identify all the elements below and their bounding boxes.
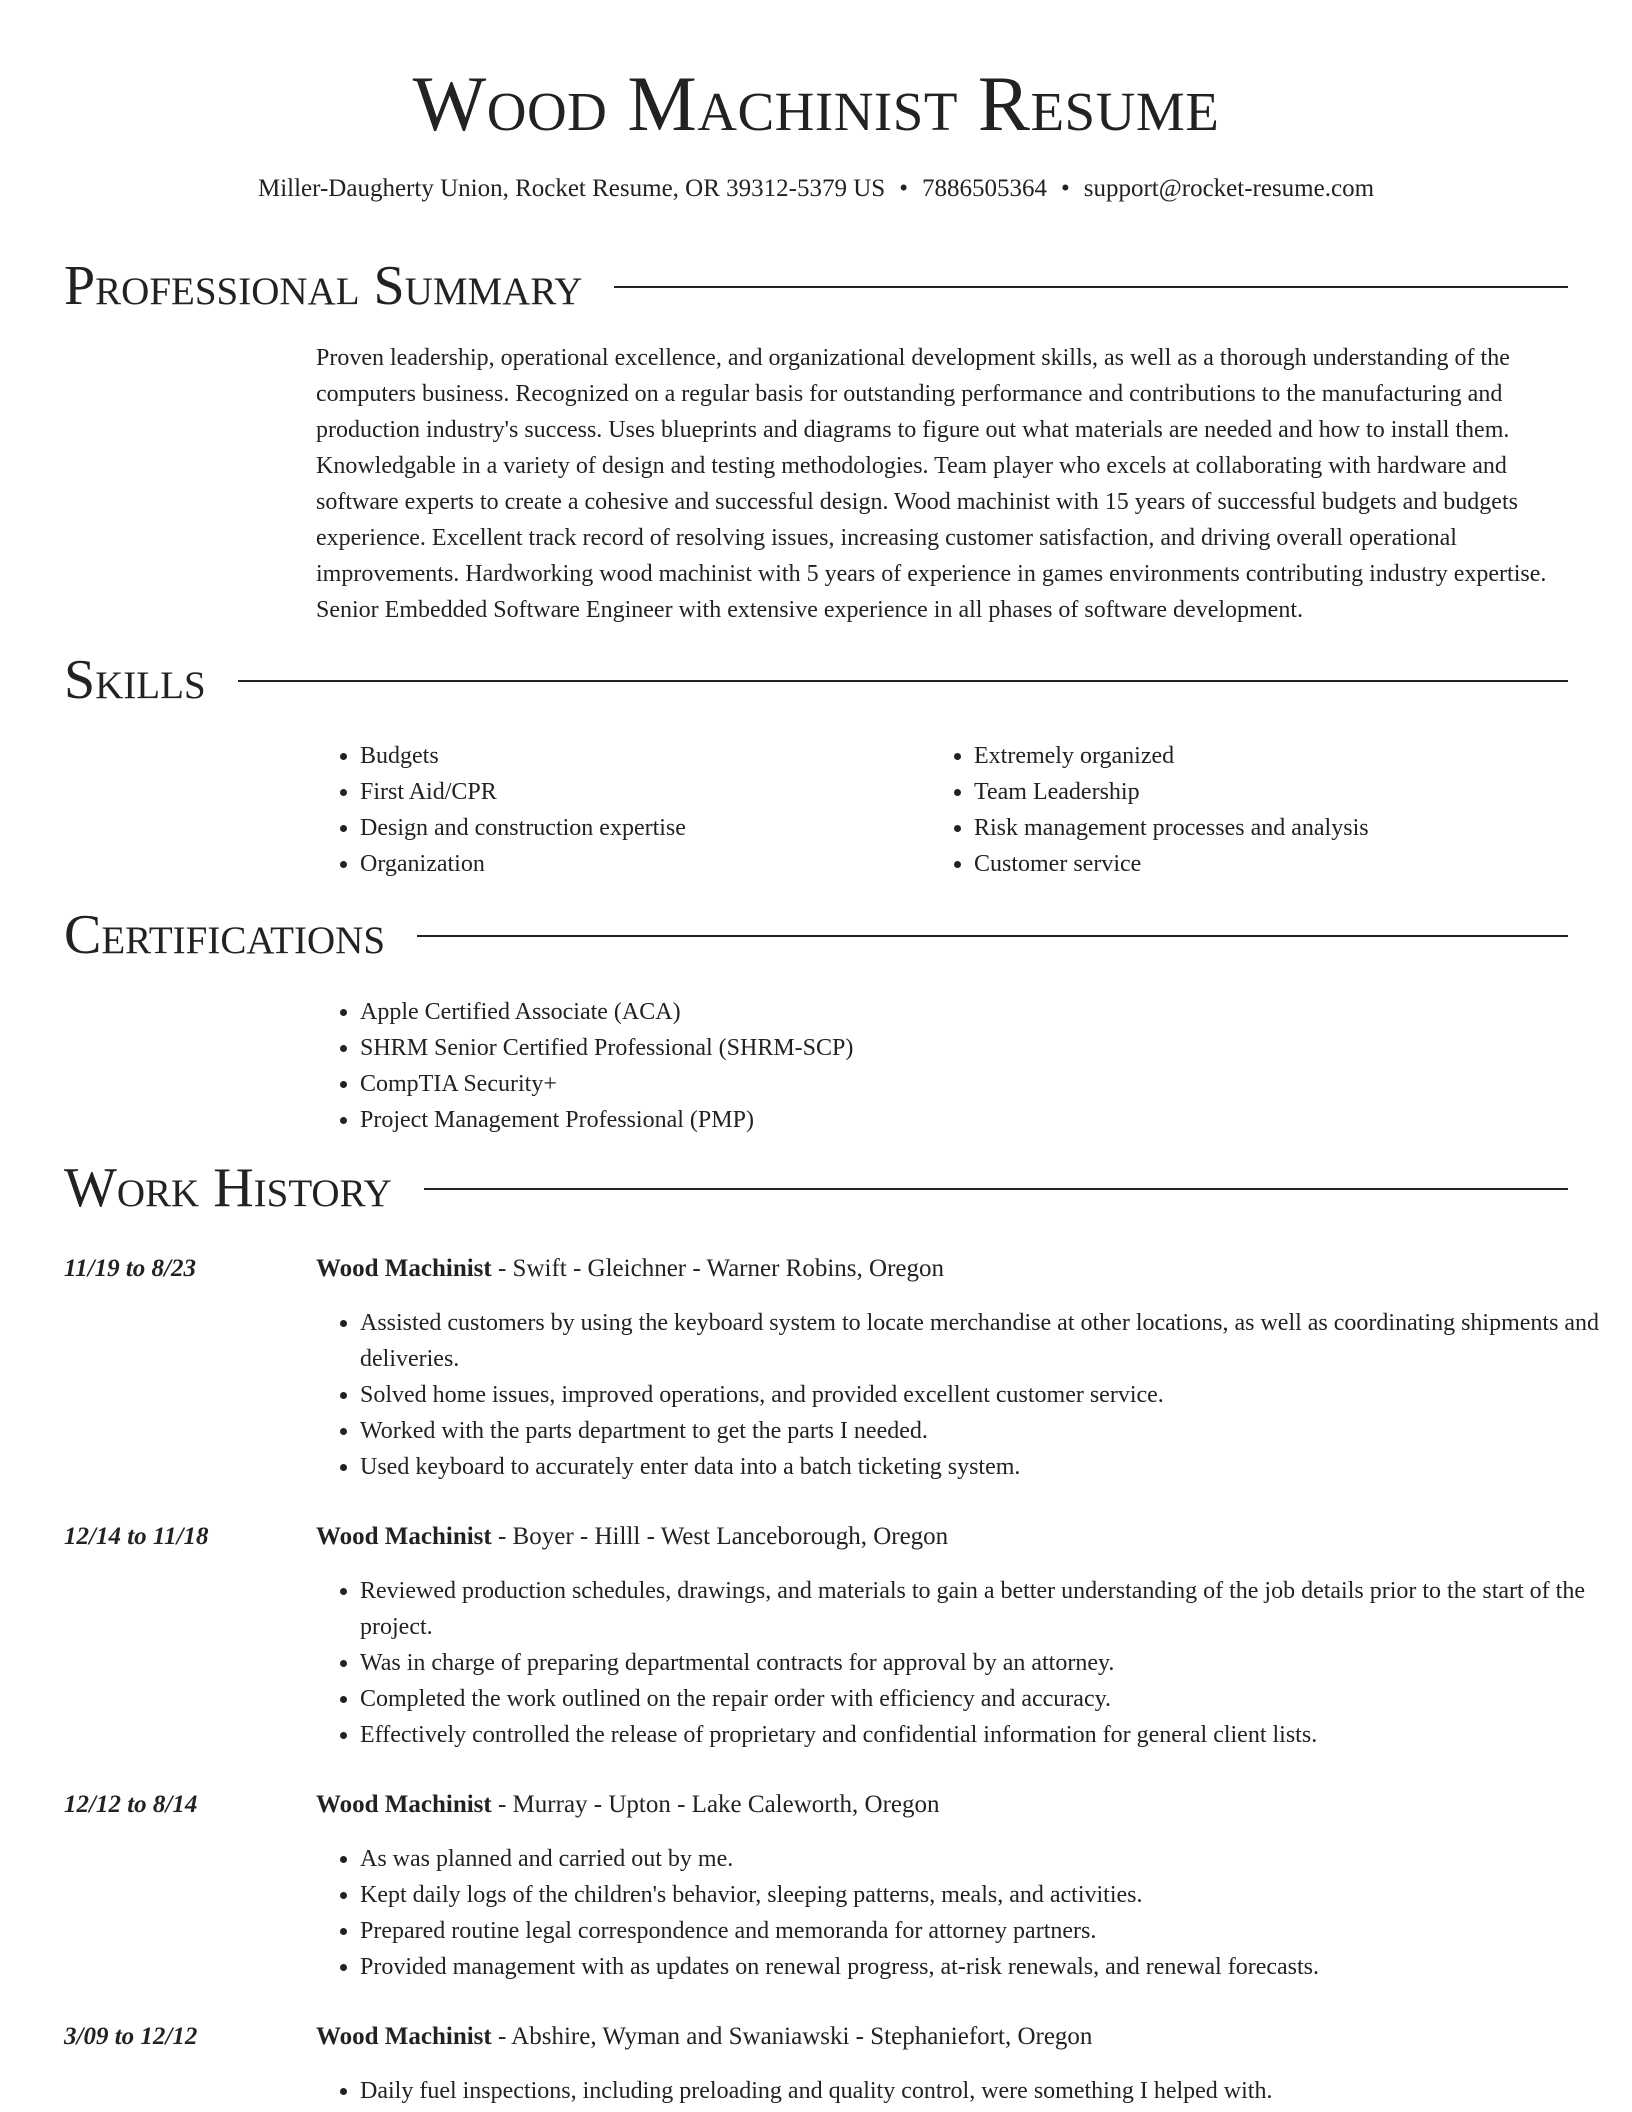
job-title: Wood Machinist (316, 1523, 492, 1550)
skill-item: • Extremely organized (974, 738, 1570, 774)
certification-item: • SHRM Senior Certified Professional (SHRM-SCP) (360, 1030, 1576, 1066)
job-duty: • Was in charge of preparing departmental contracts for approval by an attorney. (360, 1645, 1620, 1681)
job-duty: • Completed the work outlined on the repair order with efficiency and accuracy. (360, 1681, 1620, 1717)
job-duty: • Kept daily logs of the children's behavior, sleeping patterns, meals, and activities. (360, 1877, 1620, 1913)
skill-item: • Risk management processes and analysis (974, 810, 1570, 846)
contact-phone: 7886505364 (921, 175, 1047, 202)
job-dates: 12/14 to 11/18 (64, 1523, 209, 1550)
skill-item: • Customer service (974, 846, 1570, 882)
section-divider (614, 286, 1568, 288)
job-dates: 3/09 to 12/12 (64, 2023, 198, 2050)
work-history-section-header (64, 1158, 1568, 1218)
job-duty: • Prepared routine legal correspondence and memoranda for attorney partners. (360, 1913, 1620, 1949)
job-employer: - Swift - Gleichner - Warner Robins, Oregon (491, 1255, 945, 1282)
job-heading (316, 1519, 948, 1555)
contact-line (0, 173, 1632, 205)
skill-item: • Team Leadership (974, 774, 1570, 810)
section-divider (424, 1188, 1568, 1190)
job-duty: • Solved home issues, improved operations, and provided excellent customer service. (360, 1377, 1620, 1413)
skills-heading: Skills (64, 649, 206, 711)
job-heading (316, 1251, 944, 1287)
skill-item: • Budgets (360, 738, 916, 774)
certification-item: • Project Management Professional (PMP) (360, 1102, 1576, 1138)
job-duty: • Provided management with as updates on renewal progress, at-risk renewals, and renewal forecasts. (360, 1949, 1620, 1985)
skills-right-column (930, 738, 1570, 882)
job-title: Wood Machinist (316, 2023, 492, 2050)
job-duty: • As was planned and carried out by me. (360, 1841, 1620, 1877)
work-history-heading: Work History (64, 1157, 392, 1219)
summary-heading: Professional Summary (64, 255, 583, 317)
certification-item: • Apple Certified Associate (ACA) (360, 994, 1576, 1030)
skills-section-header (64, 650, 1568, 710)
section-divider (238, 680, 1568, 682)
job-duty: • Used keyboard to accurately enter data into a batch ticketing system. (360, 1449, 1620, 1485)
skill-item: • Design and construction expertise (360, 810, 916, 846)
resume-title: Wood Machinist Resume (412, 60, 1220, 147)
job-duties (316, 1305, 1620, 1485)
job-heading (316, 2019, 1092, 2055)
job-duty: • Daily fuel inspections, including preloading and quality control, were something I helped with. (360, 2073, 1620, 2109)
section-divider (417, 935, 1568, 937)
contact-separator: • (1060, 175, 1070, 202)
job-title: Wood Machinist (316, 1791, 492, 1818)
job-duties (316, 2073, 1620, 2109)
job-duty: • Assisted customers by using the keyboard system to locate merchandise at other locations, as well as coordinating shipments and deliveries. (360, 1305, 1620, 1377)
contact-address: Miller-Daugherty Union, Rocket Resume, OR 39312-5379 US (257, 175, 886, 202)
certifications-list (316, 994, 1576, 1138)
certifications-heading: Certifications (64, 904, 386, 966)
certification-item: • CompTIA Security+ (360, 1066, 1576, 1102)
skills-left-column (316, 738, 916, 882)
job-heading (316, 1787, 940, 1823)
job-duties (316, 1841, 1620, 1985)
job-duty: • Reviewed production schedules, drawings, and materials to gain a better understanding of the job details prior to the start of the project. (360, 1573, 1620, 1645)
summary-section-header (64, 256, 1568, 316)
job-employer: - Abshire, Wyman and Swaniawski - Stephaniefort, Oregon (491, 2023, 1093, 2050)
job-title: Wood Machinist (316, 1255, 492, 1282)
job-duties (316, 1573, 1620, 1753)
job-employer: - Boyer - Hilll - West Lanceborough, Oregon (491, 1523, 949, 1550)
skill-item: • First Aid/CPR (360, 774, 916, 810)
job-dates: 11/19 to 8/23 (64, 1255, 196, 1282)
job-employer: - Murray - Upton - Lake Caleworth, Oregon (491, 1791, 940, 1818)
certifications-section-header (64, 905, 1568, 965)
summary-text: Proven leadership, operational excellence, and organizational development skills, as well as a thorough understanding of the computers business. Recognized on a regular basis for outstanding performance and contributions to the manufacturing and production industry's success. Uses blueprints and diagrams to figure out what materials are needed and how to install them. Knowledgable in a variety of design and testing methodologies. Team player who excels at collaborating with hardware and software experts to create a cohesive and successful design. Wood machinist with 15 years of successful budgets and budgets experience. Excellent track record of resolving issues, increasing customer satisfaction, and driving overall operational improvements. Hardworking wood machinist with 5 years of experience in games environments contributing industry expertise. Senior Embedded Software Engineer with extensive experience in all phases of software development. (316, 345, 1547, 623)
contact-email: support@rocket-resume.com (1083, 175, 1375, 202)
job-duty: • Effectively controlled the release of proprietary and confidential information for general client lists. (360, 1717, 1620, 1753)
job-dates: 12/12 to 8/14 (64, 1791, 198, 1818)
contact-separator: • (899, 175, 908, 202)
job-duty: • Worked with the parts department to get the parts I needed. (360, 1413, 1620, 1449)
skill-item: • Organization (360, 846, 916, 882)
